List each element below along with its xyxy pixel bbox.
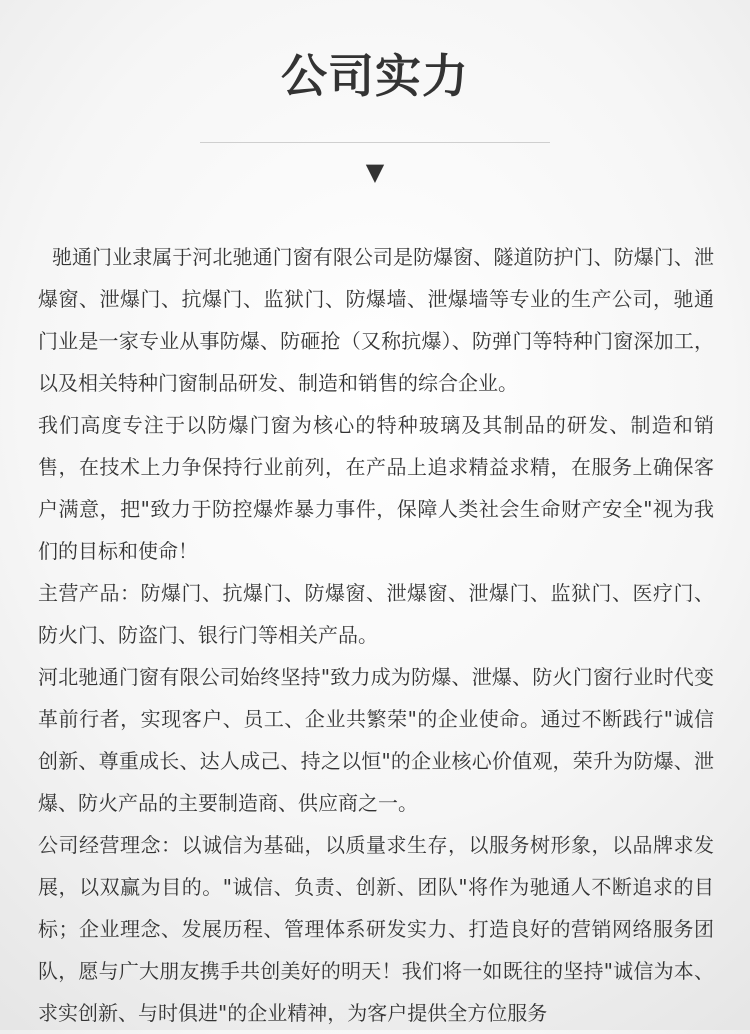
paragraph-intro: 驰通门业隶属于河北驰通门窗有限公司是防爆窗、隧道防护门、防爆门、泄爆窗、泄爆门、抗爆门、监狱门、防爆墙、泄爆墙等专业的生产公司，驰通门业是一家专业从事防爆、防砸抢（又称抗爆）、防弹门等特种门窗深加工，以及相关特种门窗制品研发、制造和销售的综合企业。 [38, 245, 714, 395]
paragraph-products: 主营产品：防爆门、抗爆门、防爆窗、泄爆窗、泄爆门、监狱门、医疗门、防火门、防盗门、银行门等相关产品。 [38, 581, 714, 647]
company-description [38, 236, 714, 1034]
paragraph-mission: 河北驰通门窗有限公司始终坚持"致力成为防爆、泄爆、防火门窗行业时代变革前行者，实现客户、员工、企业共繁荣"的企业使命。通过不断践行"诚信创新、尊重成长、达人成己、持之以恒"的企业核心价值观，荣升为防爆、泄爆、防火产品的主要制造商、供应商之一。 [38, 665, 714, 815]
page-title: 公司实力 [281, 49, 469, 103]
paragraph-philosophy: 公司经营理念：以诚信为基础，以质量求生存，以服务树形象，以品牌求发展，以双赢为目的。"诚信、负责、创新、团队"将作为驰通人不断追求的目标；企业理念、发展历程、管理体系研发实力、打造良好的营销网络服务团队，愿与广大朋友携手共创美好的明天！我们将一如既往的坚持"诚信为本、求实创新、与时俱进"的企业精神，为客户提供全方位服务 [38, 833, 714, 1025]
paragraph-focus: 我们高度专注于以防爆门窗为核心的特种玻璃及其制品的研发、制造和销售，在技术上力争保持行业前列，在产品上追求精益求精，在服务上确保客户满意，把"致力于防控爆炸暴力事件，保障人类社会生命财产安全"视为我们的目标和使命！ [38, 413, 714, 563]
triangle-down-icon: ▼ [365, 158, 385, 186]
title-divider [200, 142, 550, 143]
